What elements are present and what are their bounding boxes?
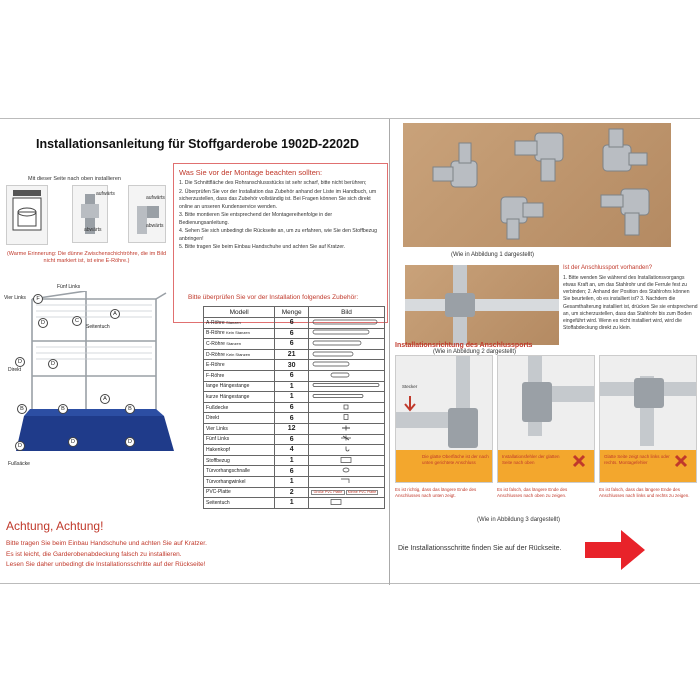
callout-d: D [15,441,25,451]
part-qty: 6 [275,466,309,477]
col-header-menge: Menge [275,307,309,318]
table-row [204,339,385,350]
wardrobe-diagram [6,291,176,466]
table-row [204,413,385,424]
foot-cap-icon [311,404,381,410]
example-2-inner-note: Installationsfehler der glatten Seite nach oben [502,454,560,465]
connector-four-way-icon [311,425,381,431]
part-sub: Stanzen [226,340,241,346]
callout-a: A [110,309,120,319]
achtung-heading: Achtung, Achtung! [6,519,104,533]
table-row [204,434,385,445]
table-row [204,318,385,329]
tube-icon [311,351,381,357]
rod-icon [311,382,381,388]
example-3-caption: Es ist falsch, dass das längere Ende des Anschlusses nach links und rechts zu zeigen. [599,487,690,498]
up-label-1: aufwärts [96,191,115,197]
tube-icon [311,372,381,378]
part-name: C-Röhre [206,340,225,347]
callout-d: D [15,357,25,367]
part-name: Seitentuch [206,499,230,506]
part-qty: 6 [275,318,309,329]
pipe-joint-photo [405,265,559,345]
part-qty: 6 [275,328,309,339]
table-row [204,381,385,392]
side-cloth-icon [311,499,381,505]
part-name: E-Röhre [206,362,225,369]
example-1-caption: Es ist richtig, dass das längere Ende des Anschlusses nach unten zeigt. [395,487,477,498]
figure-3-caption: (Wie in Abbildung 3 dargestellt) [477,517,561,523]
note-5: 5. Bitte tragen Sie beim Einbau Handschuhe und achten Sie auf Kratzer. [179,244,346,251]
part-name: B-Röhre [206,330,225,337]
part-qty: 1 [275,498,309,509]
parts-table [203,306,385,509]
part-name: D-Röhre [206,351,225,358]
part-name: F-Röhre [206,372,225,379]
figure-2-caption: (Wie in Abbildung 2 dargestellt) [433,349,517,355]
table-row [204,487,385,498]
table-row [204,328,385,339]
label-direkt: Direkt [8,367,22,373]
achtung-line: Es ist leicht, die Garderobenabdeckung falsch zu installieren. [6,550,182,558]
part-qty: 6 [275,370,309,381]
label-fuenf-links: Fünf Links [57,284,81,290]
table-row [204,349,385,360]
curtain-angle-icon [311,478,381,484]
tube-icon [311,361,381,367]
col-header-bild: Bild [309,307,385,318]
part-name: A-Röhre [206,319,225,326]
part-qty: 6 [275,402,309,413]
hook-icon [311,446,381,452]
connector-corner-icon [128,185,166,243]
tube-icon [311,319,381,325]
part-qty: 1 [275,381,309,392]
col-header-modell: Modell [204,307,275,318]
part-qty: 1 [275,455,309,466]
connector-five-way-icon [311,435,381,441]
direction-heading: Installationsrichtung des Anschlussports [395,342,533,349]
curtain-clip-icon [311,467,381,473]
part-qty: 4 [275,445,309,456]
callout-b: B [17,404,27,414]
example-wrong-up [497,355,595,483]
part-qty: 1 [275,392,309,403]
note-2: 2. Überprüfen Sie vor der Installation das Zubehör anhand der Liste im Handbuch, um sicherzustellen, dass das Zubehör vollständig ist. Bei Fragen können Sie sich direkt online an unseren Kundenservice wenden. [179,188,377,210]
example-correct [395,355,493,483]
table-row [204,402,385,413]
part-qty: 21 [275,349,309,360]
part-name: Fünf Links [206,436,230,443]
stecker-label: Stecker [402,384,418,389]
instruction-sheet [0,118,700,584]
part-qty: 12 [275,423,309,434]
achtung-line: Bitte tragen Sie beim Einbau Handschuhe und achten Sie auf Kratzer. [6,540,207,547]
table-row [204,466,385,477]
callout-a: A [100,394,110,404]
warning-note: (Warme Erinnerung: Die dünne Zwischenschichtröhre, die im Bild nicht markiert ist, ist eine E-Röhre.) [6,251,167,265]
down-label-1: abwärts [84,227,102,233]
part-name: Türvorhangwinkel [206,478,246,485]
callout-b: B [58,404,68,414]
table-row [204,423,385,434]
note-4: 4. Sehen Sie sich unbedingt die Rückseite an, um zu erfahren, wie Sie den Stoffbezug anbringen! [179,228,378,242]
part-qty: 2 [275,487,309,498]
part-name: Fußdecke [206,404,229,411]
part-qty: 6 [275,413,309,424]
pvc-large-label: Große PVC Platte [311,490,345,496]
page-title: Installationsanleitung für Stoffgarderobe 1902D-2202D [36,137,359,151]
part-qty: 6 [275,434,309,445]
left-panel [0,119,390,585]
arrow-right-icon [585,530,645,570]
part-sub: Stanzen [226,319,241,325]
part-name: Vier Links [206,425,228,432]
callout-d: D [68,437,78,447]
icons-heading: Mit dieser Seite nach oben installieren [28,176,121,182]
part-name: PVC-Platte [206,489,231,496]
label-seitentuch: Seitentuch [86,324,110,330]
part-name: kurze Hängestange [206,393,250,400]
part-qty: 6 [275,339,309,350]
label-fusssaecke: Fußsäcke [8,461,30,467]
part-name: Türvorhangschnalle [206,468,250,475]
anschluss-box [563,264,698,333]
achtung-line: Lesen Sie daher unbedingt die Installationsschritte auf der Rückseite! [6,561,206,569]
part-qty: 30 [275,360,309,371]
part-name: Hakenkopf [206,446,230,453]
part-name: Stoffbezug [206,457,230,464]
connector-straight-icon [311,414,381,420]
example-2-caption: Es ist falsch, das längere Ende des Anschlusses nach oben zu zeigen. [497,487,568,498]
figure-1-caption: (Wie in Abbildung 1 dargestellt) [451,252,535,258]
package-icon [6,185,48,245]
example-wrong-side [599,355,697,483]
callout-f: F [33,294,43,304]
part-qty: 1 [275,476,309,487]
tube-icon [311,329,381,335]
example-1-inner-note: Die glatte Oberfläche ist der nach unten gerichtete Anschluss [422,454,489,465]
example-3-inner-note: Glatte Seite zeigt nach links oder rechts. Montagefehler [604,454,670,465]
connectors-photo [403,123,671,247]
pvc-small-label: Kleine PVC Platte [347,489,377,494]
table-row [204,498,385,509]
callout-d: D [48,359,58,369]
right-panel [391,119,700,585]
part-sub: Kein Stanzen [226,330,250,336]
table-row [204,360,385,371]
table-row [204,455,385,466]
tube-icon [311,340,381,346]
part-name: lange Hängestange [206,383,250,390]
callout-d: D [125,437,135,447]
fabric-cover-icon [311,457,381,463]
table-row [204,476,385,487]
up-label-2: aufwärts [146,195,165,201]
table-row [204,445,385,456]
rod-icon [311,393,381,399]
anschluss-text: 1. Bitte wenden Sie während des Installationsvorgangs etwas Kraft an, um das Stahlrohr und die Ferrule fest zu verbinden; 2. Anhand der Position des Stahlrohrs können Sie beurteilen, ob es installiert ist? 3. Nachdem die Gesamthalterung installiert ist, drücken Sie sie entsprechend an, um sicherzustellen, dass das Stahlrohr bis zum Boden eingeführt wird. Wenn es nicht installiert wird, wird die Stoffabdeckung direkt zu klein. [563,274,698,332]
check-heading: Bitte überprüfen Sie vor der Installation folgendes Zubehör: [188,294,359,301]
callout-d: D [38,318,48,328]
callout-b: B [125,404,135,414]
part-name: Direkt [206,415,220,422]
down-label-2: abwärts [146,223,164,229]
part-sub: Kein Stanzen [226,351,251,357]
notes-heading: Was Sie vor der Montage beachten sollten: [179,168,323,177]
note-3: 3. Bitte montieren Sie entsprechend der Montagereihenfolge in der Bedienungsanleitung. [179,212,333,226]
table-row [204,392,385,403]
achtung-lines [6,539,207,571]
callout-c: C [72,316,82,326]
back-page-note: Die Installationsschritte finden Sie auf der Rückseite. [398,545,562,552]
note-1: 1. Die Schnittfläche des Rohranschlussstücks ist sehr scharf, bitte nicht berühren; [179,180,367,186]
table-row [204,370,385,381]
label-vier-links: Vier Links [4,295,26,301]
anschluss-heading: Ist der Anschlussport vorhanden? [563,265,653,271]
